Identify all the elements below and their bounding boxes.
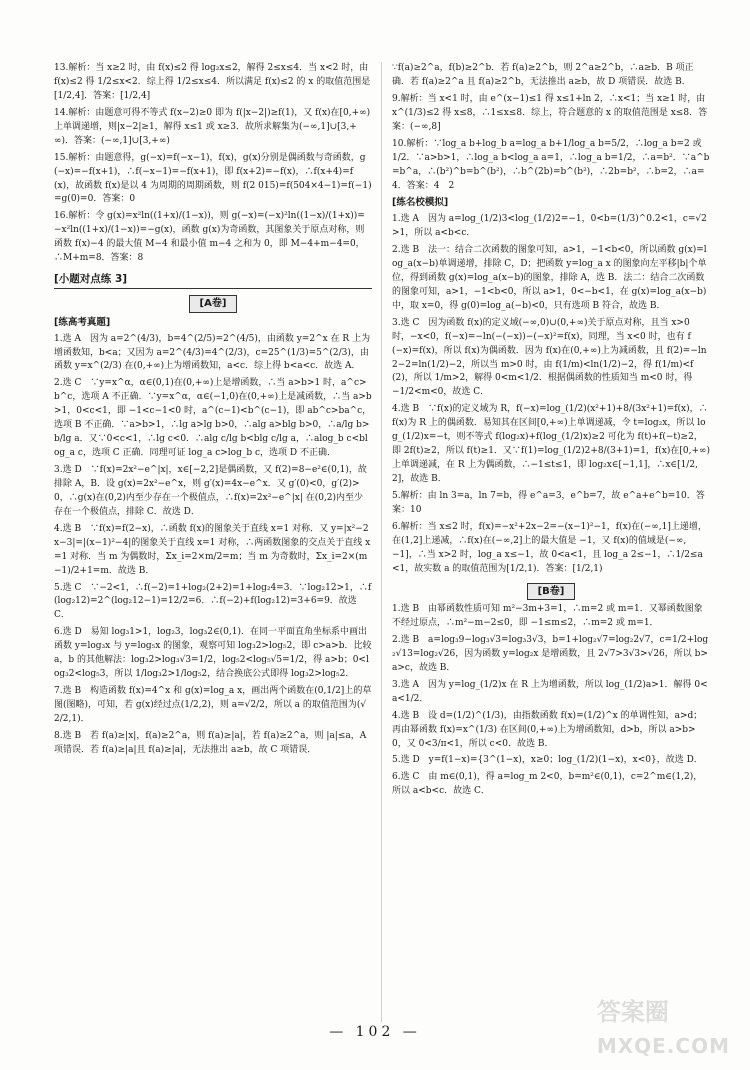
answer-item: 1.选 A 因为 a=2^(4/3)，b=4^(2/5)=2^(4/5)，由函数 y=2^x 在 R 上为增函数知，b<a；又因为 a=2^(4/3)=4^(2/3)，c=25^(1/3)=5^(2/3)，由函数 y=x^(2/3) 在(0,+∞)上为增函数知，a<c．综上得 b<a<c．故选 A． xyxy=(54,333,371,372)
answer-item: 6.选 C 由 m∈(0,1)，得 a=log_m 2<0，b=m²∈(0,1)，c=2^m∈(1,2)，所以 a<b<c．故选 C． xyxy=(392,772,703,797)
right-mid-answers xyxy=(392,213,710,576)
page-number: — 102 — xyxy=(329,1024,421,1040)
answer-item: 1.选 A 因为 a=log_(1/2)3<log_(1/2)2=−1，0<b=(1/3)^0.2<1，c=√2>1，所以 a<b<c． xyxy=(392,214,707,239)
answer-item: 4.选 B ∵f(x)的定义域为 R，f(−x)=log_(1/2)(x²+1)+8/(3x²+1)=f(x)，∴f(x)为 R 上的偶函数．易知其在区间[0,+∞)上单调递减，令 t=log₂x，所以 log_(1/2)x=−t，则不等式 f(log₂x)+f(log_(1/2)x)≥2 可化为 f(t)+f(−t)≥2，即 2f(t)≥2，所以 f(t)≥1．又∵f(1)=log_(1/2)2+8/(3+1)=1，f(x)在[0,+∞)上单调递减，在 R 上为偶函数，∴−1≤t≤1，即 log₂x∈[−1,1]，∴x∈[1/2,2]，故选 B． xyxy=(392,404,710,485)
juan-a-badge: [A卷] xyxy=(189,295,238,313)
answer-item: 8.选 B 若 f(a)≥|x|，f(a)≥2^a，则 f(a)≥|a|，若 f(a)≥2^a，则 |a|≤a，A 项错误．若 f(a)≥|a|且 f(a)≥|a|，无法推出 a≥b，故 C 项错误． xyxy=(54,730,367,755)
left-post-answers xyxy=(54,333,372,758)
answer-item: 1.选 B 由幂函数性质可知 m²−3m+3=1，∴m=2 或 m=1．又幂函数图象不经过原点，∴m²−m−2≤0，即 −1≤m≤2，∴m=2 或 m=1． xyxy=(392,604,703,629)
answer-item: 2.选 C ∵y=x^α，α∈(0,1)在(0,+∞)上是增函数，∴当 a>b>1 时，a^c>b^c，选项 A 不正确．∵y=x^α，α∈(−1,0)在(0,+∞)上是减函数，∴当 a>b>1，0<c<1，即 −1<c−1<0 时，a^(c−1)<b^(c−1)，即 ab^c>ba^c，选项 B 不正确．∵a>b>1，∴lg a>lg b>0，∴alg a>blg b>0，∴a/lg b>b/lg a．又∵0<c<1，∴lg c<0．∴alg c/lg b<blg c/lg a，∴alog_b c<blog_a c，选项 C 正确．同理可证 log_a c>log_b c，选项 D 不正确． xyxy=(54,378,372,459)
watermark-top-text: 答案圈 xyxy=(596,997,669,1026)
answer-item: 16.解析：令 g(x)=x²ln((1+x)/(1−x))，则 g(−x)=(−x)²ln((1−x)/(1+x))=−x²ln((1+x)/(1−x))=−g(x)，函数 g(x)为奇函数，其图象关于原点对称，则函数 f(x)−4 的最大值 M−4 和最小值 m−4 之和为 0，即 M−4+m−4=0，∴M+m=8．答案：8 xyxy=(54,211,365,264)
answer-item: 3.选 A 因为 y=log_(1/2)x 在 R 上为增函数，所以 log_(1/2)a>1．解得 0<a<1/2． xyxy=(392,679,708,704)
left-pre-answers xyxy=(54,62,372,266)
column-divider xyxy=(381,62,382,1022)
watermark-logo xyxy=(597,994,730,1062)
juan-b-badge: [B卷] xyxy=(527,583,576,601)
section-title: [小题对点练 3] xyxy=(54,271,372,289)
right-pre-answers xyxy=(392,62,710,193)
right-column xyxy=(392,62,710,802)
answer-item: 13.解析：当 x≥2 时，由 f(x)≤2 得 log₂x≤2，解得 2≤x≤4．当 x<2 时，由 f(x)≤2 得 1/2≤x<2．综上得 1/2≤x≤4．所以满足 f(x)≤2 的 x 的取值范围是 [1/2,4]．答案：[1/2,4] xyxy=(54,63,371,101)
answer-item: 4.选 B 设 d=(1/2)^(1/3)，由指数函数 f(x)=(1/2)^x 的单调性知，a>d；再由幂函数 f(x)=x^(1/3) 在区间(0,+∞)上为增函数知，d>b，所以 a>b>0，又 0<3/π<1，所以 c<0．故选 B． xyxy=(392,710,703,749)
answer-item: 7.选 B 构造函数 f(x)=4^x 和 g(x)=log_a x，画出两个函数在(0,1/2]上的草图(图略)，可知，若 g(x)经过点(1/2,2)，则 a=√2/2，所以 a 的取值范围为(√2/2,1)． xyxy=(54,686,372,724)
answer-item: 4.选 B ∵f(x)=f(2−x)，∴函数 f(x)的图象关于直线 x=1 对称．又 y=|x²−2x−3|=|(x−1)²−4|的图象关于直线 x=1 对称，∴两函数图象的交点关于直线 x=1 对称．当 m 为偶数时，Σx_i=2×m/2=m；当 m 为奇数时，Σx_i=2×(m−1)/2+1=m．故选 B． xyxy=(54,523,371,576)
answer-item: 15.解析：由题意得，g(−x)=f(−x−1)，f(x)，g(x)分别是偶函数与奇函数，g(−x)=−f(x+1)，∴f(−x−1)=−f(x+1)，即 f(x+2)=−f(x)，∴f(x+4)=f(x)，故函数 f(x)是以 4 为周期的周期函数，则 f(2 015)=f(504×4−1)=f(−1)=g(0)=0．答案：0 xyxy=(54,152,372,205)
gaokao-subheading: [练高考真题] xyxy=(54,316,111,328)
answer-item: 3.选 D ∵f(x)=2x²−e^|x|，x∈[−2,2]是偶函数，又 f(2)=8−e²∈(0,1)，故排除 A，B．设 g(x)=2x²−e^x，则 g′(x)=4x−e^x．又 g′(0)<0，g′(2)>0，∴g(x)在(0,2)内至少存在一个极值点，∴f(x)=2x²−e^|x| 在(0,2)内至少存在一个极值点，排除 C．故选 D． xyxy=(54,465,367,517)
answer-item: 3.选 C 因为函数 f(x)的定义域(−∞,0)∪(0,+∞)关于原点对称，且当 x>0 时，−x<0，f(−x)=−ln(−(−x))−(−x)²=f(x)，同理，当 x<0 时，也有 f(−x)=f(x)，所以 f(x)为偶函数．因为 f(x)在(0,+∞)上为减函数，且 f(2)=−ln 2−2=ln(1/2)−2，所以当 m>0 时，由 f(1/m)<ln(1/2)−2，得 f(1/m)<f(2)，所以 1/m>2，解得 0<m<1/2．根据偶函数的性质知当 m<0 时，得 −1/2<m<0，故选 C． xyxy=(392,317,707,398)
answer-item: 6.解析：当 x≤2 时，f(x)=−x²+2x−2=−(x−1)²−1，f(x)在(−∞,1]上递增，在(1,2]上递减，∴f(x)在(−∞,2]上的最大值是 −1，又 f(x)的值域是(−∞,−1]，∴当 x>2 时，log_a x≤−1，故 0<a<1，且 log_a 2≤−1，∴1/2≤a<1，故实数 a 的取值范围为[1/2,1)．答案：[1/2,1) xyxy=(392,521,707,574)
answer-item: 14.解析：由题意可得不等式 f(x−2)≥0 即为 f(|x−2|)≥f(1)，又 f(x)在[0,+∞)上单调递增，则|x−2|≥1，解得 x≤1 或 x≥3．故所求解集为(−∞,1]∪[3,+∞)．答案：(−∞,1]∪[3,+∞) xyxy=(54,107,371,146)
answer-item: ∵f(a)≥2^a，f(b)≥2^b．若 f(a)≥2^b，则 2^a≥2^b，∴a≥b．B 项正确．若 f(a)≥2^a 且 f(a)≥2^b，无法推出 a≥b，故 D 项错误．故选 B． xyxy=(392,63,694,87)
mingxiao-subheading: [练名校模拟] xyxy=(392,197,449,209)
answer-item: 5.解析：由 ln 3=a，ln 7=b，得 e^a=3，e^b=7，故 e^a+e^b=10．答案：10 xyxy=(392,490,705,515)
watermark-bottom-text: MXQE.COM xyxy=(596,1034,730,1058)
answer-item: 10.解析：∵log_a b+log_b a=log_a b+1/log_a b=5/2，∴log_a b=2 或 1/2．∵a>b>1，∴log_a b<log_a a=1，∴log_a b=1/2，∴a=b²．∵a^b=b^a，∴(b²)^b=b^(b²)，∴b^(2b)=b^(b²)，∴2b=b²，∴b=2，∴a=4．答案：4 2 xyxy=(392,138,710,191)
answer-item: 5.选 C ∵−2<1，∴f(−2)=1+log₂(2+2)=1+log₂4=3．∵log₂12>1，∴f(log₂12)=2^(log₂12−1)=12/2=6．∴f(−2)+f(log₂12)=3+6=9．故选 C． xyxy=(54,582,372,621)
right-post-answers xyxy=(392,603,710,799)
answer-item: 6.选 D 易知 log₃1>1，log₂3，log₃2∈(0,1)．在同一平面直角坐标系中画出函数 y=log₃x 与 y=log₅x 的图象，观察可知 log₃2>log₅2，即 c>a>b．比较 a，b 的其他解法：log₃2>log₃√3=1/2，log₅2<log₅√5=1/2，得 a>b；0<log₃2<log₅3，所以 1/log₃2>1/log₅2，结合换底公式即得 log₃2>log₅2． xyxy=(54,627,372,680)
left-column xyxy=(54,62,372,761)
answer-item: 2.选 B 法一：结合二次函数的图象可知，a>1，−1<b<0，所以函数 g(x)=log_a(x−b)单调递增，排除 C，D；把函数 y=log_a x 的图象向左平移|b|个单位，得到函数 g(x)=log_a(x−b)的图象，排除 A，选 B．法二：结合二次函数的图象可知，a>1，−1<b<0，所以 a>1，0<−b<1，在 g(x)=log_a(x−b)中，取 x=0，得 g(0)=log_a(−b)<0，只有选项 B 符合，故选 B． xyxy=(392,245,707,311)
answer-item: 5.选 D y=f(1−x)={3^(1−x)，x≥0；log_(1/2)(1−x)，x<0}，故选 D． xyxy=(392,755,703,766)
answer-item: 2.选 B a=log₃9−log₃√3=log₃3√3，b=1+log₂√7=log₂2√7，c=1/2+log₂√13=log₂√26，因为函数 y=log₂x 是增函数，且 2√7>3√3>√26，所以 b>a>c，故选 B． xyxy=(392,634,709,673)
answer-item: 9.解析：当 x<1 时，由 e^(x−1)≤1 得 x≤1+ln 2，∴x<1；当 x≥1 时，由 x^(1/3)≤2 得 x≤8，∴1≤x≤8．综上，符合题意的 x 的取值范围是 x≤8．答案：(−∞,8] xyxy=(392,93,708,132)
